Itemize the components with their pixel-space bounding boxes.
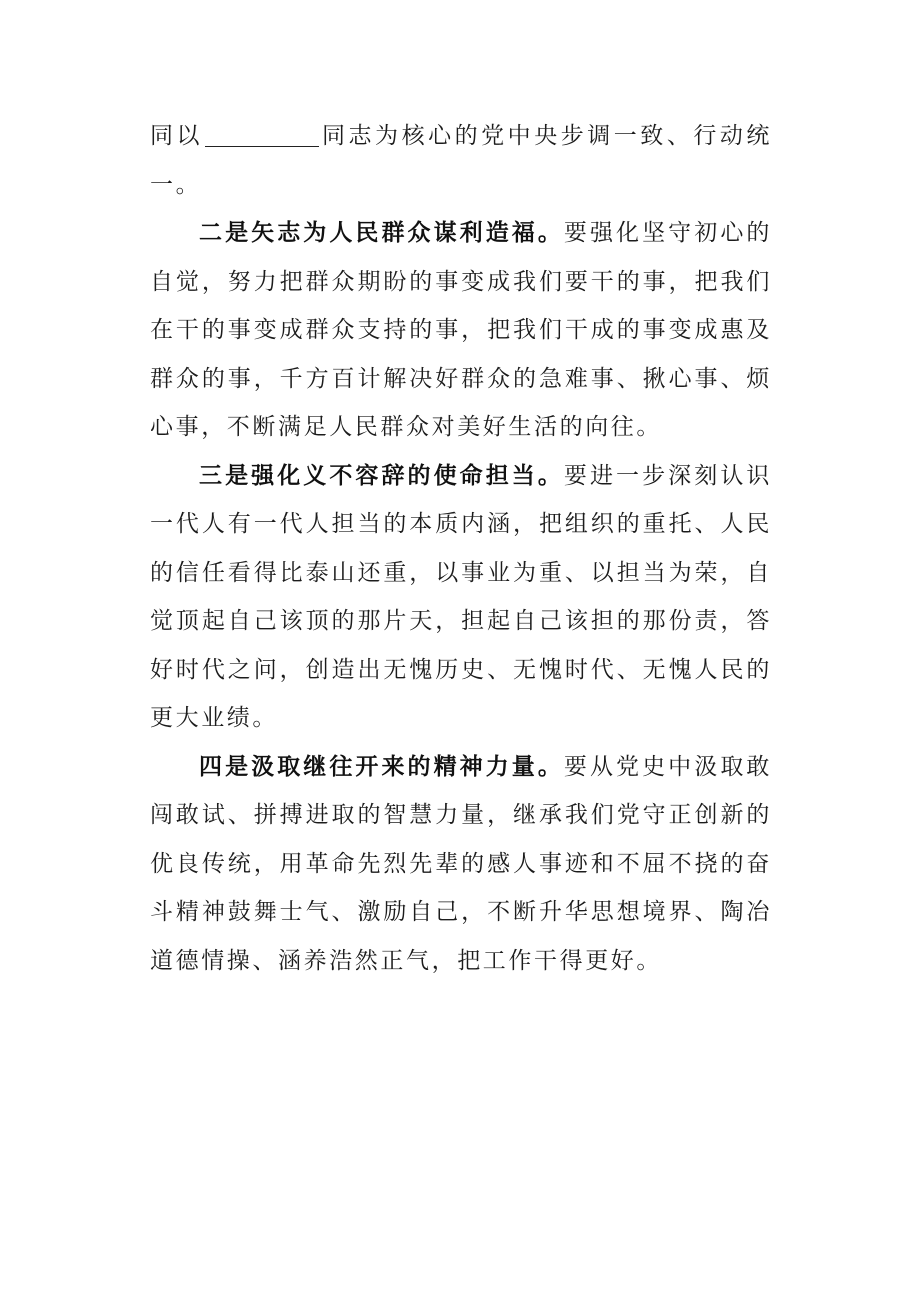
paragraph-text-before-blank: 同以 xyxy=(150,123,204,149)
paragraph-text-after-blank: 同志为核心的党中央步调一致、行动统一。 xyxy=(150,123,773,198)
paragraph-body-text: 要进一步深刻认识一代人有一代人担当的本质内涵，把组织的重托、人民的信任看得比泰山还重，以事业为重、以担当为荣，自觉顶起自己该顶的那片天，担起自己该担的那份责，答好时代之问，创造出无愧历史、无愧时代、无愧人民的更大业绩。 xyxy=(150,462,772,731)
paragraph-point-two xyxy=(150,209,772,452)
paragraph-continuation xyxy=(150,112,772,209)
paragraph-lead-heading: 四是汲取继往开来的精神力量。 xyxy=(199,752,564,780)
document-body xyxy=(150,112,772,985)
paragraph-lead-heading: 三是强化义不容辞的使命担当。 xyxy=(199,461,564,489)
fill-in-blank xyxy=(205,116,319,147)
paragraph-body-text: 要从党史中汲取敢闯敢试、拼搏进取的智慧力量，继承我们党守正创新的优良传统，用革命先烈先辈的感人事迹和不屈不挠的奋斗精神鼓舞士气、激励自己，不断升华思想境界、陶冶道德情操、涵养浩然正气，把工作干得更好。 xyxy=(150,753,772,974)
paragraph-point-four xyxy=(150,743,772,986)
paragraph-body-text: 要强化坚守初心的自觉，努力把群众期盼的事变成我们要干的事，把我们在干的事变成群众支持的事，把我们干成的事变成惠及群众的事，千方百计解决好群众的急难事、揪心事、烦心事，不断满足人民群众对美好生活的向往。 xyxy=(150,220,772,440)
paragraph-lead-heading: 二是矢志为人民群众谋利造福。 xyxy=(199,219,564,246)
paragraph-point-three xyxy=(150,452,772,743)
